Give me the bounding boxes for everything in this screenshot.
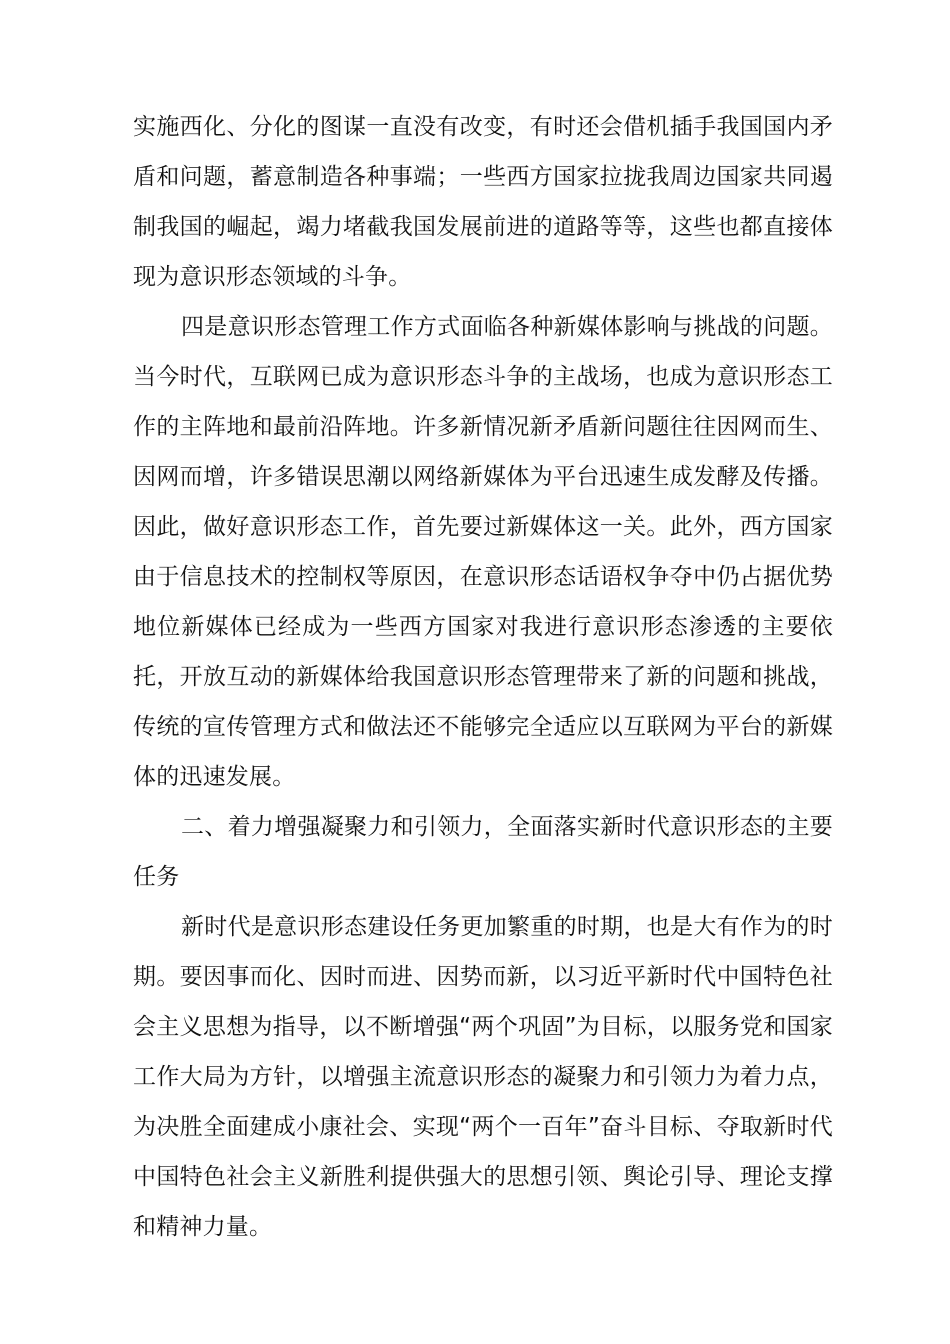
paragraph-1: 实施西化、分化的图谋一直没有改变，有时还会借机插手我国国内矛盾和问题，蓄意制造各种事端；一些西方国家拉拢我周边国家共同遏制我国的崛起，竭力堵截我国发展前进的道路等等，这些也都直接体现为意识形态领域的斗争。 (133, 114, 833, 290)
document-page (133, 102, 833, 1252)
paragraph-2: 四是意识形态管理工作方式面临各种新媒体影响与挑战的问题。当今时代，互联网已成为意识形态斗争的主战场，也成为意识形态工作的主阵地和最前沿阵地。许多新情况新矛盾新问题往往因网而生、因网而增，许多错误思潮以网络新媒体为平台迅速生成发酵及传播。因此，做好意识形态工作，首先要过新媒体这一关。此外，西方国家由于信息技术的控制权等原因，在意识形态话语权争夺中仍占据优势地位新媒体已经成为一些西方国家对我进行意识形态渗透的主要依托，开放互动的新媒体给我国意识形态管理带来了新的问题和挑战，传统的宣传管理方式和做法还不能够完全适应以互联网为平台的新媒体的迅速发展。 (133, 314, 833, 790)
paragraph-3: 新时代是意识形态建设任务更加繁重的时期，也是大有作为的时期。要因事而化、因时而进、因势而新，以习近平新时代中国特色社会主义思想为指导，以不断增强“两个巩固”为目标，以服务党和国家工作大局为方针，以增强主流意识形态的凝聚力和引领力为着力点，为决胜全面建成小康社会、实现“两个一百年”奋斗目标、夺取新时代中国特色社会主义新胜利提供强大的思想引领、舆论引导、理论支撑和精神力量。 (133, 914, 833, 1240)
section-heading: 二、着力增强凝聚力和引领力，全面落实新时代意识形态的主要任务 (133, 814, 833, 890)
